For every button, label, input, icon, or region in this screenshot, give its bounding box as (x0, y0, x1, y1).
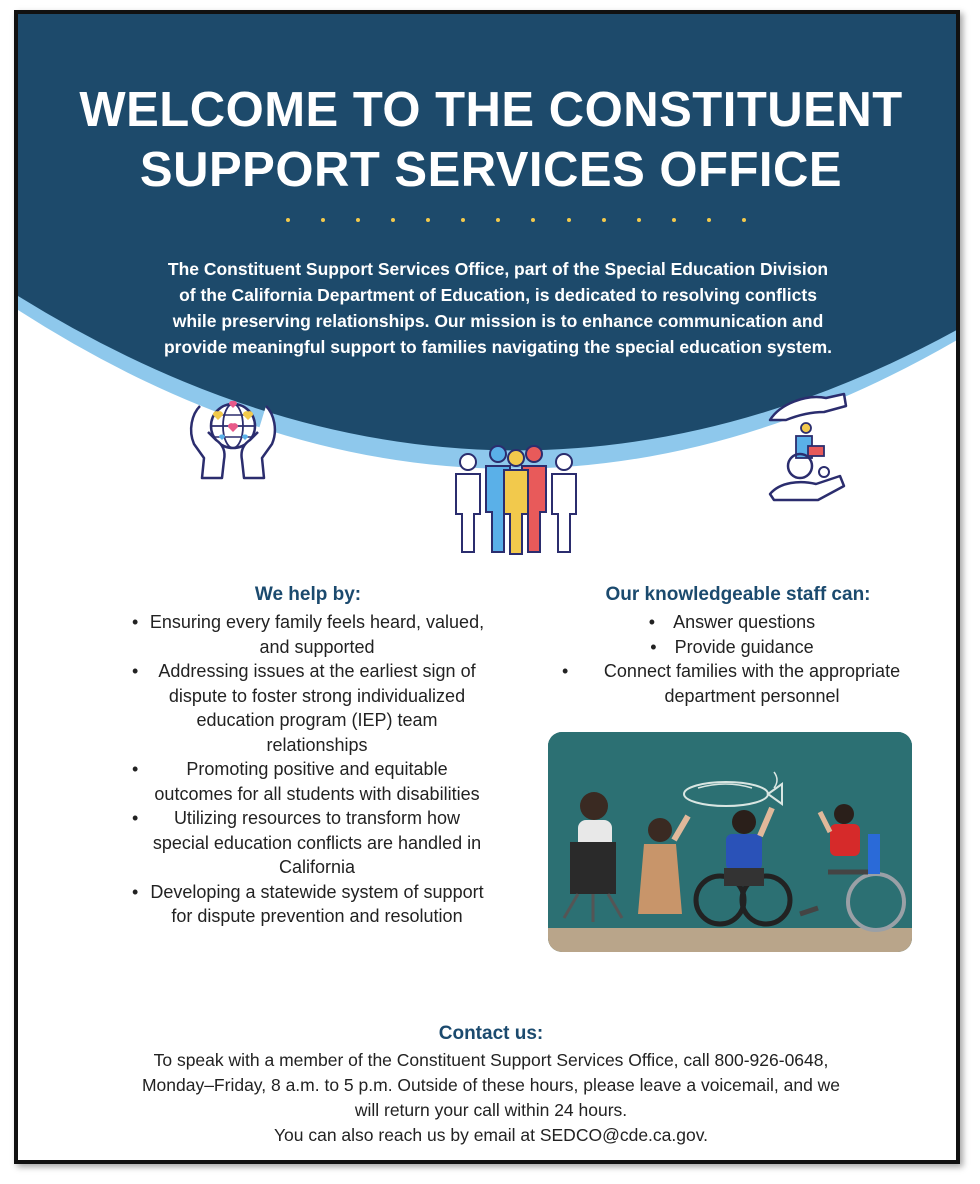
students-chalkboard-photo (548, 732, 912, 952)
staff-item: • Answer questions (548, 610, 928, 635)
contact-line: Monday–Friday, 8 a.m. to 5 p.m. Outside of these hours, please leave a voicemail, and we (141, 1075, 841, 1095)
dot-divider (286, 210, 746, 230)
staff-heading: Our knowledgeable staff can: (605, 584, 871, 605)
help-item: • Developing a statewide system of support for dispute prevention and resolution (118, 880, 498, 929)
help-section (118, 582, 498, 929)
help-heading: We help by: (254, 584, 362, 605)
title-line-2: SUPPORT SERVICES OFFICE (139, 143, 843, 197)
hands-protecting-wheelchair-icon (766, 390, 850, 502)
diverse-people-group-icon (448, 444, 584, 556)
help-list (118, 610, 498, 929)
contact-heading: Contact us: (438, 1023, 544, 1044)
help-item: • Utilizing resources to transform how special education conflicts are handled in California (118, 806, 498, 880)
staff-section (548, 582, 928, 708)
staff-item: • Provide guidance (548, 635, 928, 660)
hands-holding-globe-hearts-icon (178, 386, 288, 481)
staff-list (548, 610, 928, 708)
flyer-page (14, 10, 960, 1164)
contact-line: will return your call within 24 hours. (354, 1100, 628, 1120)
help-item: • Addressing issues at the earliest sign of dispute to foster strong individualized education program (IEP) team relationships (118, 659, 498, 757)
intro-paragraph: The Constituent Support Services Office, part of the Special Education Division of the California Department of Education, is dedicated to resolving conflicts while preserving relationships. Our mission is to enhance communication and provide meaningful support to families navigating the special education system. (163, 259, 833, 357)
help-item: • Promoting positive and equitable outcomes for all students with disabilities (118, 757, 498, 806)
title-line-1: WELCOME TO THE CONSTITUENT (79, 83, 903, 137)
contact-section (78, 1020, 904, 1148)
contact-line: To speak with a member of the Constituent Support Services Office, call 800-926-0648, (153, 1050, 829, 1070)
page-title (58, 80, 924, 200)
help-item: • Ensuring every family feels heard, valued, and supported (118, 610, 498, 659)
contact-email-line: You can also reach us by email at SEDCO@cde.ca.gov. (273, 1125, 709, 1145)
staff-item: • Connect families with the appropriate department personnel (548, 659, 928, 708)
